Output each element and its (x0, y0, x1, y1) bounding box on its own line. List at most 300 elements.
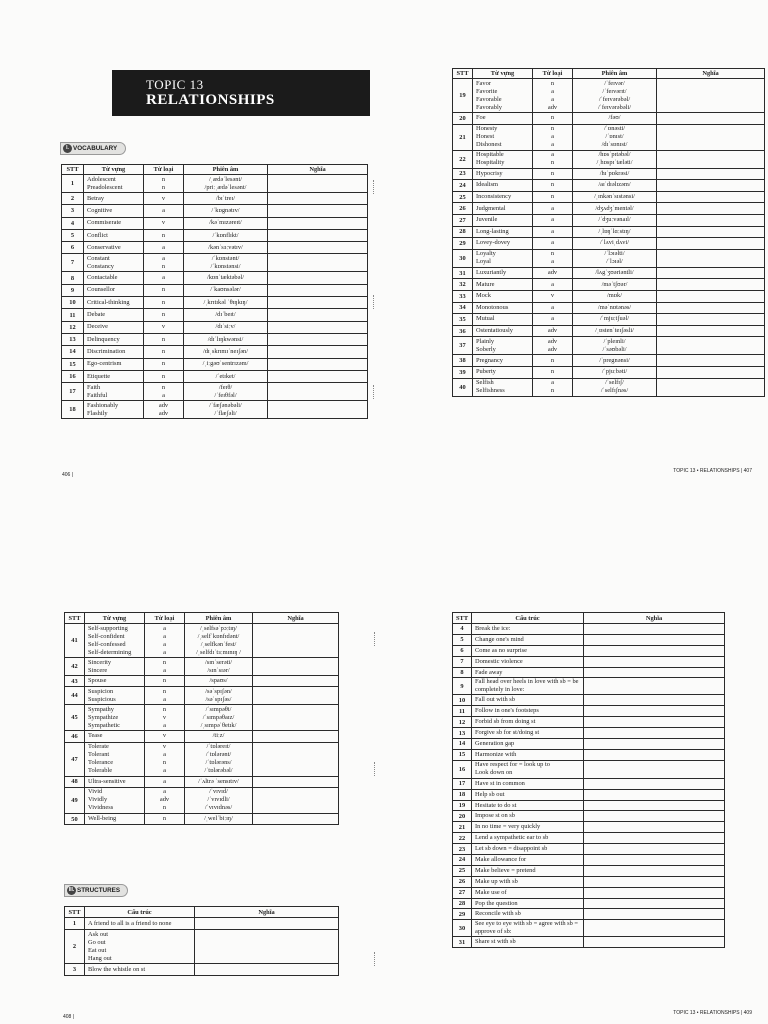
word-cell: Luxuriantly (473, 267, 533, 279)
ipa-cell: /sɪnˈserəti/ /sɪnˈsɪər/ (185, 658, 253, 676)
structure-cell: Help sb out (472, 789, 584, 800)
vocab-row (453, 238, 765, 250)
structure-cell: Follow in one's footsteps (472, 706, 584, 717)
word-cell: Ultra-sensitive (85, 776, 145, 787)
structure-cell: Ask out Go out Eat out Hang out (85, 930, 195, 964)
pos-cell: a (533, 214, 573, 226)
ipa-cell: /ˈmjuːtʃuəl/ (573, 314, 657, 326)
vocab-row (62, 383, 368, 401)
structure-cell: Come as no surprise (472, 645, 584, 656)
row-number: 5 (453, 634, 472, 645)
pos-cell: a (144, 205, 184, 217)
word-cell: Faith Faithful (84, 383, 144, 401)
row-number: 28 (453, 226, 473, 238)
pos-cell: n n (144, 175, 184, 193)
word-cell: Betray (84, 193, 144, 205)
vocab-row (62, 321, 368, 333)
ipa-cell: /kəˈmɪzəreɪt/ (184, 217, 268, 229)
word-cell: Contactable (84, 272, 144, 284)
ipa-cell: /ˌlɒŋˈlɑːstɪŋ/ (573, 226, 657, 238)
row-number: 9 (62, 284, 84, 296)
meaning-cell (268, 370, 368, 382)
row-number: 3 (62, 205, 84, 217)
word-cell: Adolescent Preadolescent (84, 175, 144, 193)
structure-cell: Make allowance for (472, 855, 584, 866)
pos-cell: a a a a (145, 624, 185, 658)
structure-cell: Forgive sb for st/doing st (472, 728, 584, 739)
row-number: 42 (65, 658, 85, 676)
structure-cell: Lend a sympathetic ear to sb (472, 833, 584, 844)
word-cell: Honesty Honest Dishonest (473, 124, 533, 150)
ipa-cell: /kənˈsɜːvətɪv/ (184, 242, 268, 254)
meaning-cell (268, 383, 368, 401)
ipa-cell: /ˈfeɪvər/ /ˈfeɪvərɪt/ /ˈfeɪvərəbəl/ /ˈfeɪvərəbəli/ (573, 79, 657, 113)
col-meaning: Nghĩa (657, 69, 765, 79)
ipa-cell: /spaʊs/ (185, 676, 253, 687)
pos-cell: a (533, 226, 573, 238)
pos-cell: n (144, 358, 184, 370)
meaning-cell (268, 193, 368, 205)
meaning-cell (584, 800, 725, 811)
meaning-cell (195, 918, 339, 930)
meaning-cell (584, 833, 725, 844)
row-number: 4 (453, 624, 472, 635)
row-number: 12 (453, 717, 472, 728)
meaning-cell (584, 937, 725, 948)
ipa-cell: /kɒnˈtæktəbəl/ (184, 272, 268, 284)
meaning-cell (657, 226, 765, 238)
vocab-row (453, 226, 765, 238)
row-number: 41 (65, 624, 85, 658)
word-cell: Deceive (84, 321, 144, 333)
vocab-row (62, 284, 368, 296)
structure-cell: Change one's mind (472, 634, 584, 645)
vocabulary-table-408 (64, 612, 339, 825)
row-number: 22 (453, 150, 473, 168)
pos-cell: n (144, 370, 184, 382)
row-number: 39 (453, 366, 473, 378)
pos-cell: n (533, 180, 573, 192)
vocab-row (65, 658, 339, 676)
meaning-cell (268, 297, 368, 309)
ipa-cell: /səˈspɪʃən/ /səˈspɪʃəs/ (185, 687, 253, 705)
pos-cell: a adv n (145, 787, 185, 813)
row-number: 36 (453, 325, 473, 337)
meaning-cell (657, 325, 765, 337)
row-number: 1 (65, 918, 85, 930)
pos-cell: v (144, 217, 184, 229)
ipa-cell: /bɪˈtreɪ/ (184, 193, 268, 205)
meaning-cell (268, 254, 368, 272)
ipa-cell: /ˈselfɪʃ/ /ˈselfɪʃnəs/ (573, 378, 657, 396)
meaning-cell (584, 855, 725, 866)
word-cell: Monotonous (473, 302, 533, 314)
structure-row (453, 811, 725, 822)
structure-row (453, 789, 725, 800)
meaning-cell (253, 624, 339, 658)
pos-cell: a (145, 776, 185, 787)
row-number: 50 (65, 813, 85, 824)
structure-cell: Share st with sb (472, 937, 584, 948)
structure-cell: Hesitate to do st (472, 800, 584, 811)
col-word: Từ vựng (84, 165, 144, 175)
word-cell: Delinquency (84, 333, 144, 345)
word-cell: Plainly Soberly (473, 337, 533, 355)
row-number: 30 (453, 920, 472, 937)
section-label: STRUCTURES (77, 887, 121, 894)
row-number: 45 (65, 705, 85, 731)
vocab-row (65, 676, 339, 687)
row-number: 19 (453, 79, 473, 113)
row-number: 10 (453, 695, 472, 706)
vocab-row (453, 325, 765, 337)
vocab-row (62, 193, 368, 205)
binding-marks (374, 952, 376, 966)
col-stt: STT (453, 613, 472, 624)
meaning-cell (584, 624, 725, 635)
structure-cell: Forbid sb from doing st (472, 717, 584, 728)
row-number: 21 (453, 124, 473, 150)
section-label: VOCABULARY (73, 145, 118, 152)
meaning-cell (584, 645, 725, 656)
row-number: 13 (62, 333, 84, 345)
col-ipa: Phiên âm (185, 613, 253, 624)
structure-cell: Have st in common (472, 778, 584, 789)
row-number: 47 (65, 742, 85, 776)
structure-cell: Fade away (472, 667, 584, 678)
meaning-cell (584, 865, 725, 876)
meaning-cell (584, 656, 725, 667)
meaning-cell (584, 667, 725, 678)
vocab-row (65, 705, 339, 731)
page-409 (384, 512, 768, 1024)
pos-cell: n a a (533, 124, 573, 150)
section-number: III. (68, 887, 75, 893)
meaning-cell (268, 175, 368, 193)
meaning-cell (268, 272, 368, 284)
structure-row (453, 624, 725, 635)
pos-cell: v (144, 193, 184, 205)
word-cell: Mature (473, 279, 533, 291)
meaning-cell (584, 728, 725, 739)
structure-cell: Reconcile with sb (472, 909, 584, 920)
vocab-row (65, 742, 339, 776)
binding-marks (373, 295, 375, 309)
word-cell: Hypocrisy (473, 168, 533, 180)
meaning-cell (657, 238, 765, 250)
word-cell: Suspicion Suspicious (85, 687, 145, 705)
pos-cell: n (533, 191, 573, 203)
page-408 (0, 512, 384, 1024)
meaning-cell (584, 822, 725, 833)
meaning-cell (657, 314, 765, 326)
ipa-cell: /feɪθ/ /ˈfeɪθfəl/ (184, 383, 268, 401)
vocab-row (453, 314, 765, 326)
meaning-cell (657, 267, 765, 279)
ipa-cell: /dɪˈbeɪt/ (184, 309, 268, 321)
col-meaning: Nghĩa (268, 165, 368, 175)
row-number: 26 (453, 203, 473, 215)
meaning-cell (584, 678, 725, 695)
pos-cell: a (533, 302, 573, 314)
row-number: 10 (62, 297, 84, 309)
row-number: 29 (453, 909, 472, 920)
word-cell: Discrimination (84, 346, 144, 358)
meaning-cell (657, 203, 765, 215)
row-number: 46 (65, 731, 85, 742)
meaning-cell (268, 205, 368, 217)
meaning-cell (253, 731, 339, 742)
row-number: 15 (453, 749, 472, 760)
row-number: 28 (453, 898, 472, 909)
meaning-cell (584, 634, 725, 645)
pos-cell: v (533, 290, 573, 302)
ipa-cell: /dʒʌdʒˈmentəl/ (573, 203, 657, 215)
structure-row (453, 667, 725, 678)
structure-row (453, 822, 725, 833)
meaning-cell (657, 150, 765, 168)
word-cell: Tolerate Tolerant Tolerance Tolerable (85, 742, 145, 776)
meaning-cell (657, 279, 765, 291)
word-cell: Juvenile (473, 214, 533, 226)
meaning-cell (584, 706, 725, 717)
word-cell: Puberty (473, 366, 533, 378)
pos-cell: a (533, 238, 573, 250)
vocab-row (453, 337, 765, 355)
structure-row (453, 844, 725, 855)
row-number: 14 (62, 346, 84, 358)
row-number: 20 (453, 811, 472, 822)
row-number: 24 (453, 180, 473, 192)
topic-title: RELATIONSHIPS (146, 92, 275, 108)
vocab-row (65, 787, 339, 813)
page-number: 406 | (62, 472, 74, 478)
row-number: 14 (453, 739, 472, 750)
vocab-row (453, 203, 765, 215)
row-number: 21 (453, 822, 472, 833)
row-number: 32 (453, 279, 473, 291)
vocab-row (453, 124, 765, 150)
topic-number: TOPIC 13 (146, 77, 204, 92)
meaning-cell (584, 695, 725, 706)
meaning-cell (657, 290, 765, 302)
pos-cell: n (144, 229, 184, 241)
structures-table-409 (452, 612, 725, 948)
vocab-row (62, 309, 368, 321)
ipa-cell: /ˌiːgəʊˈsentrɪzəm/ (184, 358, 268, 370)
vocab-row (453, 249, 765, 267)
row-number: 2 (65, 930, 85, 964)
vocab-row (453, 113, 765, 125)
ipa-cell: /hɒsˈpɪtəbəl/ /ˌhɒspɪˈtæləti/ (573, 150, 657, 168)
meaning-cell (584, 717, 725, 728)
row-number: 37 (453, 337, 473, 355)
row-number: 15 (62, 358, 84, 370)
word-cell: Ego-centrism (84, 358, 144, 370)
structure-cell: Generation gap (472, 739, 584, 750)
row-number: 7 (453, 656, 472, 667)
word-cell: Fashionably Flashily (84, 401, 144, 419)
meaning-cell (657, 180, 765, 192)
pos-cell: n a (145, 658, 185, 676)
word-cell: Hospitable Hospitality (473, 150, 533, 168)
word-cell: Conflict (84, 229, 144, 241)
word-cell: Lovey-dovey (473, 238, 533, 250)
vocabulary-heading (60, 142, 126, 155)
row-number: 29 (453, 238, 473, 250)
vocab-row (453, 366, 765, 378)
structure-cell: Make up with sb (472, 876, 584, 887)
ipa-cell: /ˈvɪvɪd/ /ˈvɪvɪdli/ /ˈvɪvɪdnəs/ (185, 787, 253, 813)
vocab-row (65, 624, 339, 658)
pos-cell: a (533, 203, 573, 215)
pos-cell: a (144, 242, 184, 254)
meaning-cell (657, 366, 765, 378)
vocab-row (65, 731, 339, 742)
meaning-cell (268, 309, 368, 321)
meaning-cell (253, 705, 339, 731)
pos-cell: n (533, 366, 573, 378)
meaning-cell (268, 242, 368, 254)
vocab-row (62, 358, 368, 370)
binding-marks (373, 385, 375, 399)
pos-cell: n (533, 113, 573, 125)
row-number: 7 (62, 254, 84, 272)
row-number: 27 (453, 214, 473, 226)
word-cell: Mock (473, 290, 533, 302)
row-number: 44 (65, 687, 85, 705)
pos-cell: a n (533, 150, 573, 168)
vocab-row (453, 214, 765, 226)
vocab-row (62, 254, 368, 272)
meaning-cell (268, 333, 368, 345)
structure-row (453, 656, 725, 667)
pos-cell: a (144, 272, 184, 284)
pos-cell: a n (144, 254, 184, 272)
vocab-row (62, 175, 368, 193)
row-number: 17 (62, 383, 84, 401)
structure-row (453, 717, 725, 728)
binding-marks (373, 180, 375, 194)
structure-row (65, 930, 339, 964)
pos-cell: n a (144, 383, 184, 401)
ipa-cell: /aɪˈdɪəlɪzəm/ (573, 180, 657, 192)
row-number: 17 (453, 778, 472, 789)
pos-cell: a (533, 314, 573, 326)
structure-row (453, 855, 725, 866)
structure-cell: Make use of (472, 887, 584, 898)
ipa-cell: /ˌɒstenˈteɪʃəsli/ (573, 325, 657, 337)
meaning-cell (584, 778, 725, 789)
meaning-cell (657, 337, 765, 355)
meaning-cell (657, 302, 765, 314)
section-number: I. (63, 144, 72, 153)
pos-cell: n (533, 355, 573, 367)
row-number: 25 (453, 191, 473, 203)
ipa-cell: /ˈlɔɪəlti/ /ˈlɔɪəl/ (573, 249, 657, 267)
pos-cell: n (144, 346, 184, 358)
pos-cell: v (144, 321, 184, 333)
row-number: 25 (453, 865, 472, 876)
word-cell: Etiquette (84, 370, 144, 382)
row-number: 8 (453, 667, 472, 678)
meaning-cell (657, 168, 765, 180)
row-number: 4 (62, 217, 84, 229)
meaning-cell (195, 964, 339, 976)
ipa-cell: /ˈkaʊnsələr/ (184, 284, 268, 296)
vocab-row (62, 297, 368, 309)
meaning-cell (657, 79, 765, 113)
structure-row (453, 749, 725, 760)
structure-cell: Fall head over heels in love with sb = be completely in love: (472, 678, 584, 695)
pos-cell: n a (533, 249, 573, 267)
vocab-row (65, 687, 339, 705)
vocab-row (62, 272, 368, 284)
structure-cell: Break the ice: (472, 624, 584, 635)
ipa-cell: /hɪˈpɒkrəsi/ (573, 168, 657, 180)
meaning-cell (657, 214, 765, 226)
col-pos: Từ loại (144, 165, 184, 175)
row-number: 9 (453, 678, 472, 695)
pos-cell: n (145, 676, 185, 687)
pos-cell: a n (533, 378, 573, 396)
vocab-row (65, 776, 339, 787)
meaning-cell (657, 249, 765, 267)
vocab-row (453, 279, 765, 291)
pos-cell: v a n a (145, 742, 185, 776)
meaning-cell (584, 876, 725, 887)
col-structure: Cấu trúc (85, 907, 195, 918)
structure-cell: Have respect for = look up to Look down on (472, 760, 584, 778)
col-stt: STT (65, 907, 85, 918)
meaning-cell (657, 378, 765, 396)
word-cell: Inconsistency (473, 191, 533, 203)
vocab-row (453, 290, 765, 302)
structure-cell: Blow the whistle on st (85, 964, 195, 976)
ipa-cell: /ˈʌltrə ˈsensɪtɪv/ (185, 776, 253, 787)
meaning-cell (195, 930, 339, 964)
structure-cell: Harmonize with (472, 749, 584, 760)
structure-row (453, 876, 725, 887)
pos-cell: n (144, 297, 184, 309)
ipa-cell: /ˌɪnkənˈsɪstənsi/ (573, 191, 657, 203)
pos-cell: n a (145, 687, 185, 705)
vocab-row (62, 242, 368, 254)
row-number: 49 (65, 787, 85, 813)
word-cell: Pregnancy (473, 355, 533, 367)
row-number: 12 (62, 321, 84, 333)
word-cell: Debate (84, 309, 144, 321)
meaning-cell (253, 813, 339, 824)
pos-cell: adv adv (533, 337, 573, 355)
word-cell: Self-supporting Self-confident Self-confessed Self-determining (85, 624, 145, 658)
word-cell: Idealism (473, 180, 533, 192)
meaning-cell (584, 749, 725, 760)
vocab-row (453, 168, 765, 180)
structure-row (453, 833, 725, 844)
structure-cell: Fall out with sb (472, 695, 584, 706)
row-number: 31 (453, 267, 473, 279)
row-number: 6 (62, 242, 84, 254)
structures-table-408 (64, 906, 339, 976)
ipa-cell: /lʌgˈʒʊəriəntli/ (573, 267, 657, 279)
row-number: 22 (453, 833, 472, 844)
vocab-row (65, 813, 339, 824)
vocab-row (453, 302, 765, 314)
meaning-cell (268, 321, 368, 333)
meaning-cell (253, 658, 339, 676)
structure-row (453, 645, 725, 656)
